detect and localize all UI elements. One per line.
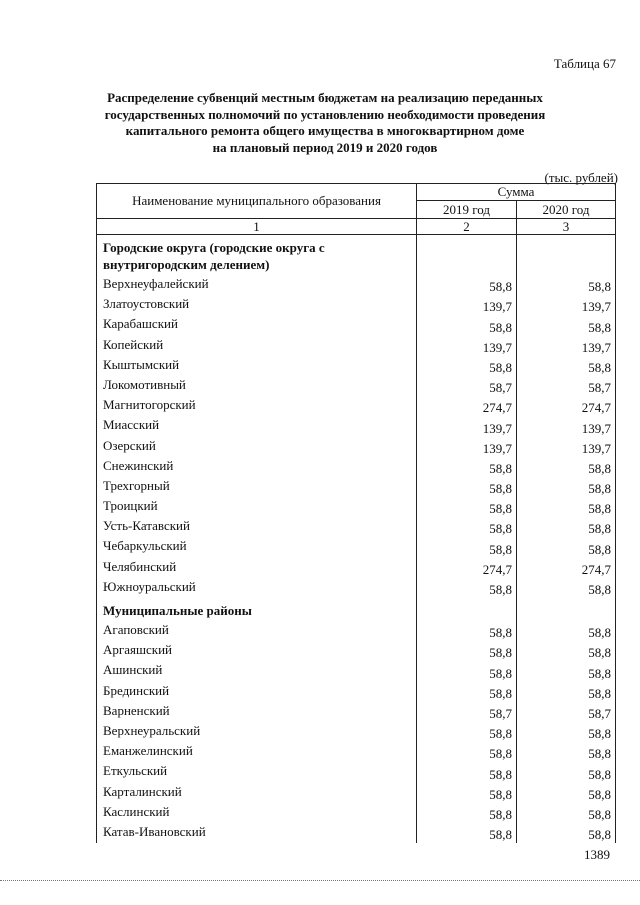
value-2019: 274,7 xyxy=(417,558,517,578)
municipality-name: Кыштымский xyxy=(97,356,417,376)
title-line: на плановый период 2019 и 2020 годов xyxy=(212,139,438,155)
municipality-name: Златоустовский xyxy=(97,295,417,315)
value-2020: 58,8 xyxy=(517,315,616,335)
empty-cell xyxy=(517,598,616,621)
table-row xyxy=(97,396,616,416)
value-2020: 58,8 xyxy=(517,517,616,537)
header-col-number: 1 xyxy=(97,219,417,235)
value-2020: 58,8 xyxy=(517,457,616,477)
value-2020: 58,8 xyxy=(517,621,616,641)
value-2020: 58,8 xyxy=(517,275,616,295)
value-2020: 139,7 xyxy=(517,336,616,356)
table-row xyxy=(97,376,616,396)
section-row xyxy=(97,235,616,276)
table-row xyxy=(97,416,616,436)
table-label: Таблица 67 xyxy=(553,56,616,71)
municipality-name: Агаповский xyxy=(97,621,417,641)
value-2019: 58,8 xyxy=(417,661,517,681)
table-row xyxy=(97,497,616,517)
table-row xyxy=(97,537,616,557)
table-row xyxy=(97,722,616,742)
value-2020: 58,8 xyxy=(517,661,616,681)
table-row xyxy=(97,702,616,722)
value-2019: 58,8 xyxy=(417,517,517,537)
table-row xyxy=(97,661,616,681)
value-2019: 58,8 xyxy=(417,578,517,598)
subsidy-table xyxy=(96,183,616,843)
value-2019: 58,8 xyxy=(417,682,517,702)
municipality-name: Локомотивный xyxy=(97,376,417,396)
section-title: Городские округа (городские округа с внутригородским делением) xyxy=(97,235,417,276)
value-2019: 58,8 xyxy=(417,641,517,661)
value-2019: 58,8 xyxy=(417,742,517,762)
value-2020: 139,7 xyxy=(517,295,616,315)
section-title: Муниципальные районы xyxy=(97,598,417,621)
value-2020: 139,7 xyxy=(517,416,616,436)
municipality-name: Миасский xyxy=(97,416,417,436)
municipality-name: Варненский xyxy=(97,702,417,722)
value-2020: 58,8 xyxy=(517,682,616,702)
municipality-name: Магнитогорский xyxy=(97,396,417,416)
value-2020: 58,8 xyxy=(517,641,616,661)
municipality-name: Копейский xyxy=(97,336,417,356)
table-row xyxy=(97,315,616,335)
value-2019: 58,8 xyxy=(417,477,517,497)
value-2020: 58,7 xyxy=(517,702,616,722)
table-row xyxy=(97,295,616,315)
municipality-name: Чебаркульский xyxy=(97,537,417,557)
municipality-name: Брединский xyxy=(97,682,417,702)
table-row xyxy=(97,437,616,457)
value-2019: 58,8 xyxy=(417,275,517,295)
table-row xyxy=(97,823,616,843)
value-2020: 58,8 xyxy=(517,477,616,497)
table-row xyxy=(97,621,616,641)
value-2019: 58,8 xyxy=(417,537,517,557)
table-row xyxy=(97,803,616,823)
header-name-column: Наименование муниципального образования xyxy=(97,184,417,219)
value-2020: 58,8 xyxy=(517,578,616,598)
value-2020: 274,7 xyxy=(517,396,616,416)
municipality-name: Усть-Катавский xyxy=(97,517,417,537)
value-2020: 58,8 xyxy=(517,823,616,843)
table-row xyxy=(97,641,616,661)
municipality-name: Верхнеуральский xyxy=(97,722,417,742)
municipality-name: Озерский xyxy=(97,437,417,457)
empty-cell xyxy=(417,598,517,621)
value-2019: 58,8 xyxy=(417,823,517,843)
value-2019: 274,7 xyxy=(417,396,517,416)
header-year-2019: 2019 год xyxy=(417,201,517,219)
table-row xyxy=(97,477,616,497)
value-2020: 58,8 xyxy=(517,783,616,803)
value-2020: 58,8 xyxy=(517,537,616,557)
empty-cell xyxy=(417,235,517,276)
value-2019: 139,7 xyxy=(417,336,517,356)
table-row xyxy=(97,275,616,295)
value-2019: 58,8 xyxy=(417,722,517,742)
value-2019: 58,8 xyxy=(417,356,517,376)
empty-cell xyxy=(517,235,616,276)
table-row xyxy=(97,578,616,598)
value-2020: 58,8 xyxy=(517,356,616,376)
municipality-name: Снежинский xyxy=(97,457,417,477)
value-2019: 58,7 xyxy=(417,702,517,722)
municipality-name: Еманжелинский xyxy=(97,742,417,762)
municipality-name: Карабашский xyxy=(97,315,417,335)
title-line: государственных полномочий по установлению необходимости проведения xyxy=(104,106,546,122)
table-row xyxy=(97,336,616,356)
table-row xyxy=(97,356,616,376)
value-2019: 58,8 xyxy=(417,457,517,477)
municipality-name: Челябинский xyxy=(97,558,417,578)
title-line: Распределение субвенций местным бюджетам на реализацию переданных xyxy=(107,90,543,105)
value-2019: 58,8 xyxy=(417,315,517,335)
value-2020: 139,7 xyxy=(517,437,616,457)
table-row xyxy=(97,783,616,803)
value-2019: 58,7 xyxy=(417,376,517,396)
bottom-rule xyxy=(0,880,640,881)
title-line: капитального ремонта общего имущества в многоквартирном доме xyxy=(125,123,525,138)
value-2020: 58,7 xyxy=(517,376,616,396)
table-row xyxy=(97,762,616,782)
table-row xyxy=(97,742,616,762)
municipality-name: Трехгорный xyxy=(97,477,417,497)
value-2020: 58,8 xyxy=(517,803,616,823)
municipality-name: Еткульский xyxy=(97,762,417,782)
table-row xyxy=(97,558,616,578)
municipality-name: Карталинский xyxy=(97,783,417,803)
document-title xyxy=(60,90,590,156)
municipality-name: Аргаяшский xyxy=(97,641,417,661)
table-row xyxy=(97,682,616,702)
municipality-name: Каслинский xyxy=(97,803,417,823)
header-col-number: 3 xyxy=(517,219,616,235)
municipality-name: Верхнеуфалейский xyxy=(97,275,417,295)
municipality-name: Троицкий xyxy=(97,497,417,517)
page-number: 1389 xyxy=(584,847,610,862)
value-2020: 58,8 xyxy=(517,497,616,517)
value-2020: 58,8 xyxy=(517,722,616,742)
header-year-2020: 2020 год xyxy=(517,201,616,219)
header-sum: Сумма xyxy=(417,184,616,201)
table-row xyxy=(97,457,616,477)
value-2019: 58,8 xyxy=(417,762,517,782)
value-2019: 58,8 xyxy=(417,497,517,517)
municipality-name: Ашинский xyxy=(97,661,417,681)
table-body xyxy=(97,235,616,844)
value-2019: 58,8 xyxy=(417,621,517,641)
units-note: (тыс. рублей) xyxy=(544,170,618,185)
value-2019: 58,8 xyxy=(417,803,517,823)
value-2019: 139,7 xyxy=(417,437,517,457)
section-row xyxy=(97,598,616,621)
value-2019: 58,8 xyxy=(417,783,517,803)
header-col-number: 2 xyxy=(417,219,517,235)
value-2020: 58,8 xyxy=(517,762,616,782)
value-2020: 274,7 xyxy=(517,558,616,578)
table-row xyxy=(97,517,616,537)
municipality-name: Южноуральский xyxy=(97,578,417,598)
value-2019: 139,7 xyxy=(417,416,517,436)
municipality-name: Катав-Ивановский xyxy=(97,823,417,843)
value-2020: 58,8 xyxy=(517,742,616,762)
value-2019: 139,7 xyxy=(417,295,517,315)
